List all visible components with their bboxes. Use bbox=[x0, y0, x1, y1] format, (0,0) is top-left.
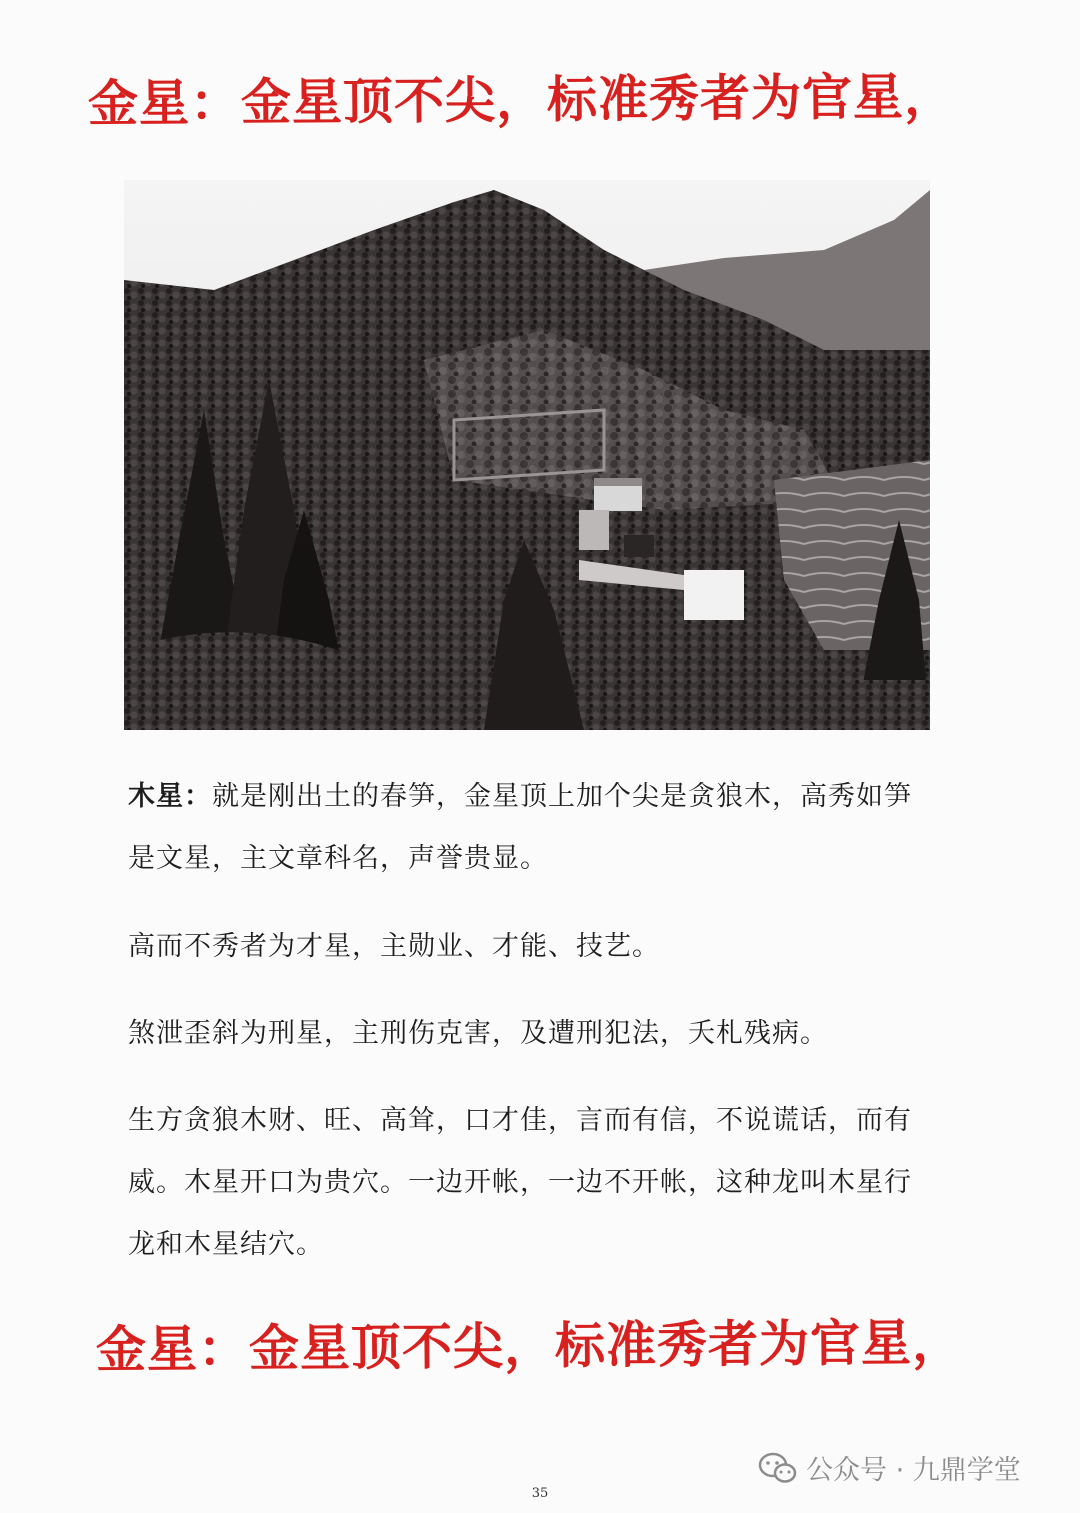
watermark-text: 公众号 · 九鼎学堂 bbox=[806, 1455, 1021, 1486]
headline-top: 金星：金星顶不尖，标准秀者为官星， bbox=[87, 67, 956, 133]
paragraph-punishment-star: 煞泄歪斜为刑星，主刑伤克害，及遭刑犯法，夭札残病。 bbox=[128, 1018, 828, 1049]
term-wood-star: 木星： bbox=[128, 781, 212, 812]
headline-bottom: 金星：金星顶不尖，标准秀者为官星， bbox=[95, 1313, 964, 1379]
paragraph-wood-star-text: 就是刚出土的春笋，金星顶上加个尖是贪狼木，高秀如笋是文星，主文章科名，声誉贵显。 bbox=[128, 781, 912, 874]
paragraph-wood-star bbox=[128, 766, 938, 890]
paragraph-greedy-wolf-wood: 生方贪狼木财、旺、高耸，口才佳，言而有信，不说谎话，而有威。木星开口为贵穴。一边开帐，一边不开帐，这种龙叫木星行龙和木星结穴。 bbox=[128, 1105, 912, 1260]
paragraph-talent-star: 高而不秀者为才星，主勋业、才能、技艺。 bbox=[128, 931, 660, 962]
wechat-watermark bbox=[758, 1448, 1021, 1487]
wechat-icon bbox=[758, 1452, 798, 1484]
page-number: 35 bbox=[531, 1486, 549, 1501]
mountain-landscape-photo bbox=[124, 180, 930, 730]
